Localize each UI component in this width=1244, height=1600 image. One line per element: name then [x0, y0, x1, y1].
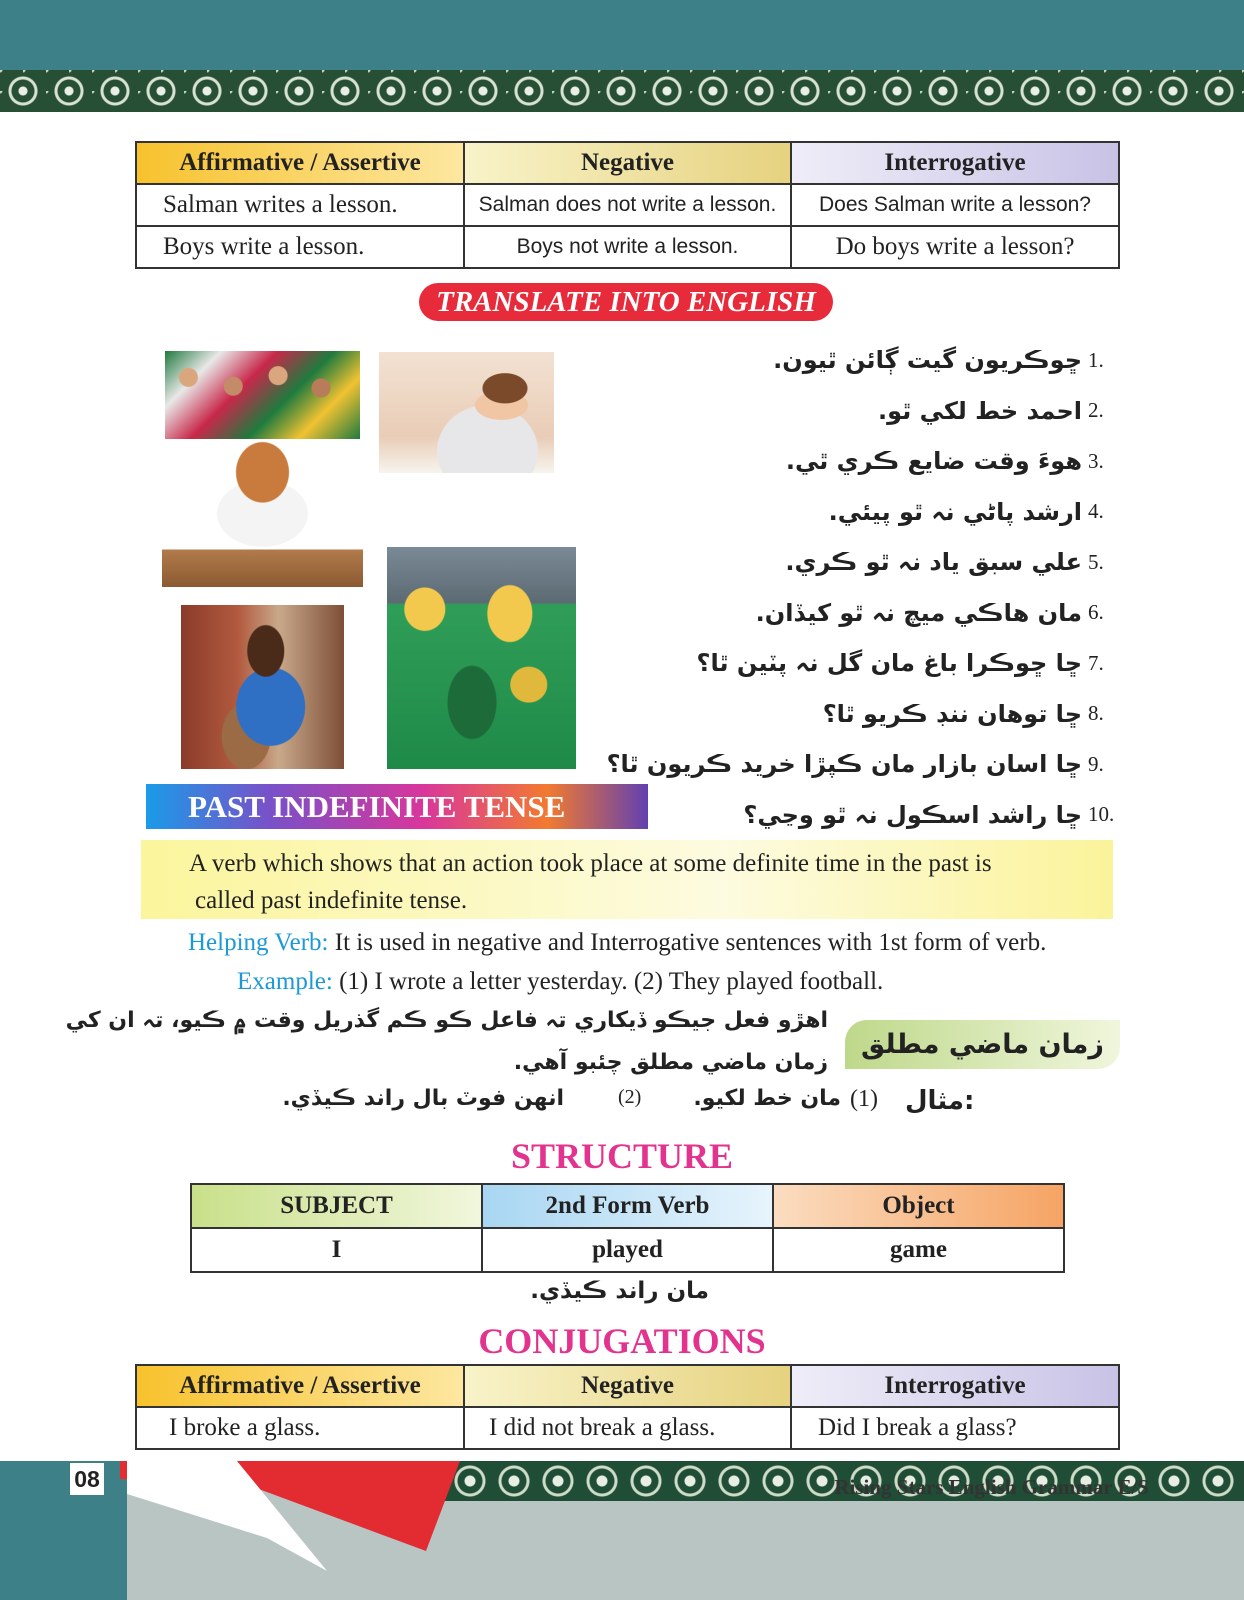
- table-cell: Boys write a lesson.: [136, 226, 464, 268]
- header-interrogative: Interrogative: [791, 1365, 1119, 1407]
- table-row: [191, 1228, 1064, 1272]
- list-item: [600, 537, 1122, 588]
- sindhi-tense-badge: زمان ماضي مطلق: [845, 1020, 1120, 1069]
- item-number: 2.: [1088, 398, 1104, 423]
- translate-list: [600, 335, 1122, 840]
- list-item: [600, 638, 1122, 689]
- book-title: Rising Stars English Grammar E/S: [834, 1475, 1149, 1499]
- table-row: [136, 226, 1119, 268]
- photo-boy-studying-frustrated: [162, 440, 363, 587]
- item-number: 3.: [1088, 448, 1104, 473]
- header-affirmative: Affirmative / Assertive: [136, 1365, 464, 1407]
- header-ajrak-pattern: [0, 70, 1244, 112]
- table-cell: I: [191, 1228, 482, 1272]
- structure-title: STRUCTURE: [510, 1136, 734, 1176]
- list-item: [600, 588, 1122, 639]
- header-verb: 2nd Form Verb: [482, 1184, 773, 1228]
- table-cell: played: [482, 1228, 773, 1272]
- sindhi-sentence: ڇوڪريون گيت ڳائن ٿيون.: [773, 346, 1082, 375]
- item-number: 4.: [1088, 499, 1104, 524]
- table-cell: I did not break a glass.: [464, 1407, 791, 1449]
- sindhi-example-label: مثال:: [905, 1086, 975, 1116]
- past-indefinite-heading: PAST INDEFINITE TENSE: [146, 784, 648, 829]
- item-number: 9.: [1088, 751, 1104, 776]
- table-cell: Do boys write a lesson?: [791, 226, 1119, 268]
- structure-table: [190, 1183, 1065, 1273]
- conjugations-title: CONJUGATIONS: [478, 1321, 766, 1361]
- example-line: [237, 968, 883, 996]
- structure-sindhi: مان راند ڪيڏي.: [530, 1278, 709, 1304]
- list-item: [600, 790, 1122, 841]
- item-number: 8.: [1088, 701, 1104, 726]
- table-row: [136, 1407, 1119, 1449]
- table-cell: I broke a glass.: [136, 1407, 464, 1449]
- sindhi-example-number-1: (1): [850, 1086, 878, 1112]
- example-text: (1) I wrote a letter yesterday. (2) They played football.: [339, 968, 884, 995]
- table-cell: game: [773, 1228, 1064, 1272]
- list-item: [600, 487, 1122, 538]
- sindhi-sentence: هوءَ وقت ضايع ڪري ٿي.: [785, 447, 1082, 476]
- table-header-row: [136, 1365, 1119, 1407]
- header-interrogative: Interrogative: [791, 142, 1119, 184]
- list-item: [600, 335, 1122, 386]
- footer-teal-block: [0, 1461, 127, 1600]
- sindhi-sentence: ڇا ڇوڪرا باغ مان گل نہ پٽين ٿا؟: [696, 649, 1082, 678]
- item-number: 5.: [1088, 549, 1104, 574]
- sindhi-definition-line-2: زمان ماضي مطلق چئبو آهي.: [513, 1050, 828, 1075]
- header-negative: Negative: [464, 1365, 791, 1407]
- header-negative: Negative: [464, 142, 791, 184]
- table-cell: Boys not write a lesson.: [464, 226, 791, 268]
- header-band: [0, 0, 1244, 70]
- sindhi-sentence: علي سبق ياد نہ ٿو ڪري.: [785, 548, 1082, 577]
- sindhi-example-2: انهن فوٽ بال راند ڪيڏي.: [282, 1086, 564, 1111]
- list-item: [600, 739, 1122, 790]
- sindhi-example-number-2: (2): [618, 1086, 642, 1108]
- conjugations-table: [135, 1364, 1120, 1450]
- item-number: 6.: [1088, 600, 1104, 625]
- item-number: 10.: [1088, 802, 1115, 827]
- header-subject: SUBJECT: [191, 1184, 482, 1228]
- item-number: 1.: [1088, 347, 1104, 372]
- table-cell: Did I break a glass?: [791, 1407, 1119, 1449]
- table-header-row: [136, 142, 1119, 184]
- table-row: [136, 184, 1119, 226]
- helping-verb-text: It is used in negative and Interrogative sentences with 1st form of verb.: [334, 929, 1047, 956]
- table-header-row: [191, 1184, 1064, 1228]
- photo-hockey-match: [387, 547, 576, 769]
- list-item: [600, 436, 1122, 487]
- header-affirmative: Affirmative / Assertive: [136, 142, 464, 184]
- list-item: [600, 386, 1122, 437]
- table-cell: Salman does not write a lesson.: [464, 184, 791, 226]
- list-item: [600, 689, 1122, 740]
- item-number: 7.: [1088, 650, 1104, 675]
- sindhi-sentence: ڇا راشد اسڪول نہ ٿو وڃي؟: [743, 800, 1082, 829]
- photo-boy-sitting: [181, 605, 344, 769]
- helping-verb-line: [188, 929, 1046, 957]
- top-tense-table: [135, 141, 1120, 269]
- example-label: Example:: [237, 968, 333, 995]
- sindhi-example-1: مان خط لکيو.: [693, 1086, 841, 1111]
- sindhi-sentence: ارشد پاڻي نہ ٿو پيئي.: [828, 497, 1082, 526]
- header-object: Object: [773, 1184, 1064, 1228]
- photo-boy-writing: [379, 352, 554, 473]
- sindhi-sentence: احمد خط لکي ٿو.: [878, 396, 1082, 425]
- helping-verb-label: Helping Verb:: [188, 929, 329, 956]
- sindhi-sentence: ڇا اسان بازار مان ڪپڙا خريد ڪريون ٿا؟: [606, 750, 1082, 779]
- photo-children-with-flags: [165, 351, 360, 439]
- definition-line-1: A verb which shows that an action took place at some definite time in the past is: [189, 850, 992, 877]
- table-cell: Does Salman write a lesson?: [791, 184, 1119, 226]
- sindhi-sentence: مان هاڪي ميچ نہ ٿو کيڏان.: [755, 598, 1082, 627]
- sindhi-definition-line-1: اهڙو فعل جيڪو ڏيکاري تہ فاعل ڪو ڪم گذريل وقت ۾ ڪيو، تہ ان کي: [65, 1008, 828, 1033]
- translate-heading: TRANSLATE INTO ENGLISH: [419, 283, 833, 321]
- table-cell: Salman writes a lesson.: [136, 184, 464, 226]
- sindhi-sentence: ڇا توهان ننڊ ڪريو ٿا؟: [822, 699, 1082, 728]
- definition-line-2: called past indefinite tense.: [195, 887, 468, 914]
- page-number: 08: [70, 1463, 104, 1495]
